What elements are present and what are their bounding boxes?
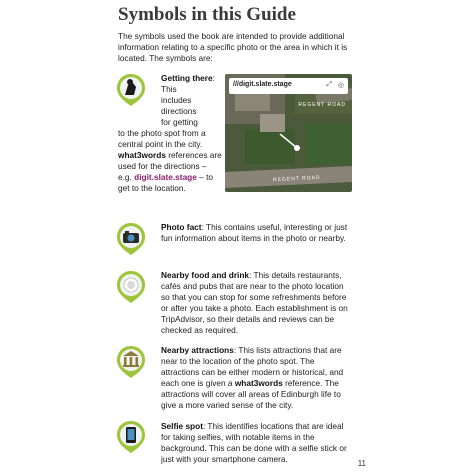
page-title: Symbols in this Guide (118, 4, 296, 25)
street-label-bottom: REGENT ROAD (272, 174, 321, 184)
attractions-heading: Nearby attractions (161, 345, 234, 355)
getting-there-text-c: – to get to the location. (118, 172, 214, 193)
selfie-heading: Selfie spot (161, 421, 203, 431)
expand-icon[interactable]: ⤢ (326, 81, 332, 88)
getting-there-lines (161, 73, 223, 128)
getting-there-line2: includes (161, 95, 192, 105)
page-number: 11 (357, 459, 366, 468)
getting-there-body (118, 128, 222, 194)
attractions-w3w-label: what3words (234, 378, 283, 388)
photo-fact-section (161, 222, 353, 244)
food-drink-text: : This details restaurants, cafés and pubs that are near to the photo location so that you can stop for some refreshments before or after you take a photo. Each establishment is on TripAdvisor, so their details and reviews can be checked as required. (161, 270, 348, 335)
address-text: ///digit.slate.stage (233, 81, 292, 88)
food-drink-heading: Nearby food and drink (161, 270, 250, 280)
attractions-text-b: reference. The attractions will cover all areas of Edinburgh life to give a more varied sense of the city. (161, 378, 341, 410)
selfie-phone-icon (116, 420, 146, 454)
attractions-text-a: : This lists attractions that are near to the location of the photo spot. The attractions can be either modern or historical, and each one is given a (161, 345, 344, 388)
museum-icon (116, 345, 146, 379)
what3words-label: what3words (118, 150, 166, 160)
navigate-icon[interactable]: ◎ (337, 82, 344, 89)
w3w-example: digit.slate.stage (134, 172, 197, 182)
map-screenshot (225, 74, 352, 192)
address-bar[interactable] (229, 78, 348, 94)
intro-paragraph: The symbols used the book are intended to provide additional information relating to a specific photo or the area in which it is located. The symbols are: (118, 31, 348, 63)
street-label-top: REGENT ROAD (298, 102, 346, 108)
getting-there-text-b: references are used for the directions – e.g. (118, 150, 222, 182)
camera-icon (116, 222, 146, 256)
getting-there-line4: for getting (161, 117, 198, 127)
selfie-text: : This identifies locations that are ideal for taking selfies, with notable items in the background. This can be done with a selfie stick or just with your smartphone camera. (161, 421, 347, 464)
photo-fact-text: : This contains useful, interesting or just fun information about items in the photo or nearby. (161, 222, 348, 243)
food-drink-section (161, 270, 353, 336)
photo-fact-heading: Photo fact (161, 222, 202, 232)
attractions-section (161, 345, 353, 411)
getting-there-line1: : This (161, 73, 215, 94)
selfie-section (161, 421, 353, 465)
getting-there-line3: directions (161, 106, 197, 116)
getting-there-text-a: to the photo spot from a central point in the city. (118, 128, 206, 149)
food-plate-icon (116, 270, 146, 304)
dog-walker-icon (116, 73, 146, 107)
getting-there-heading: Getting there (161, 73, 213, 83)
